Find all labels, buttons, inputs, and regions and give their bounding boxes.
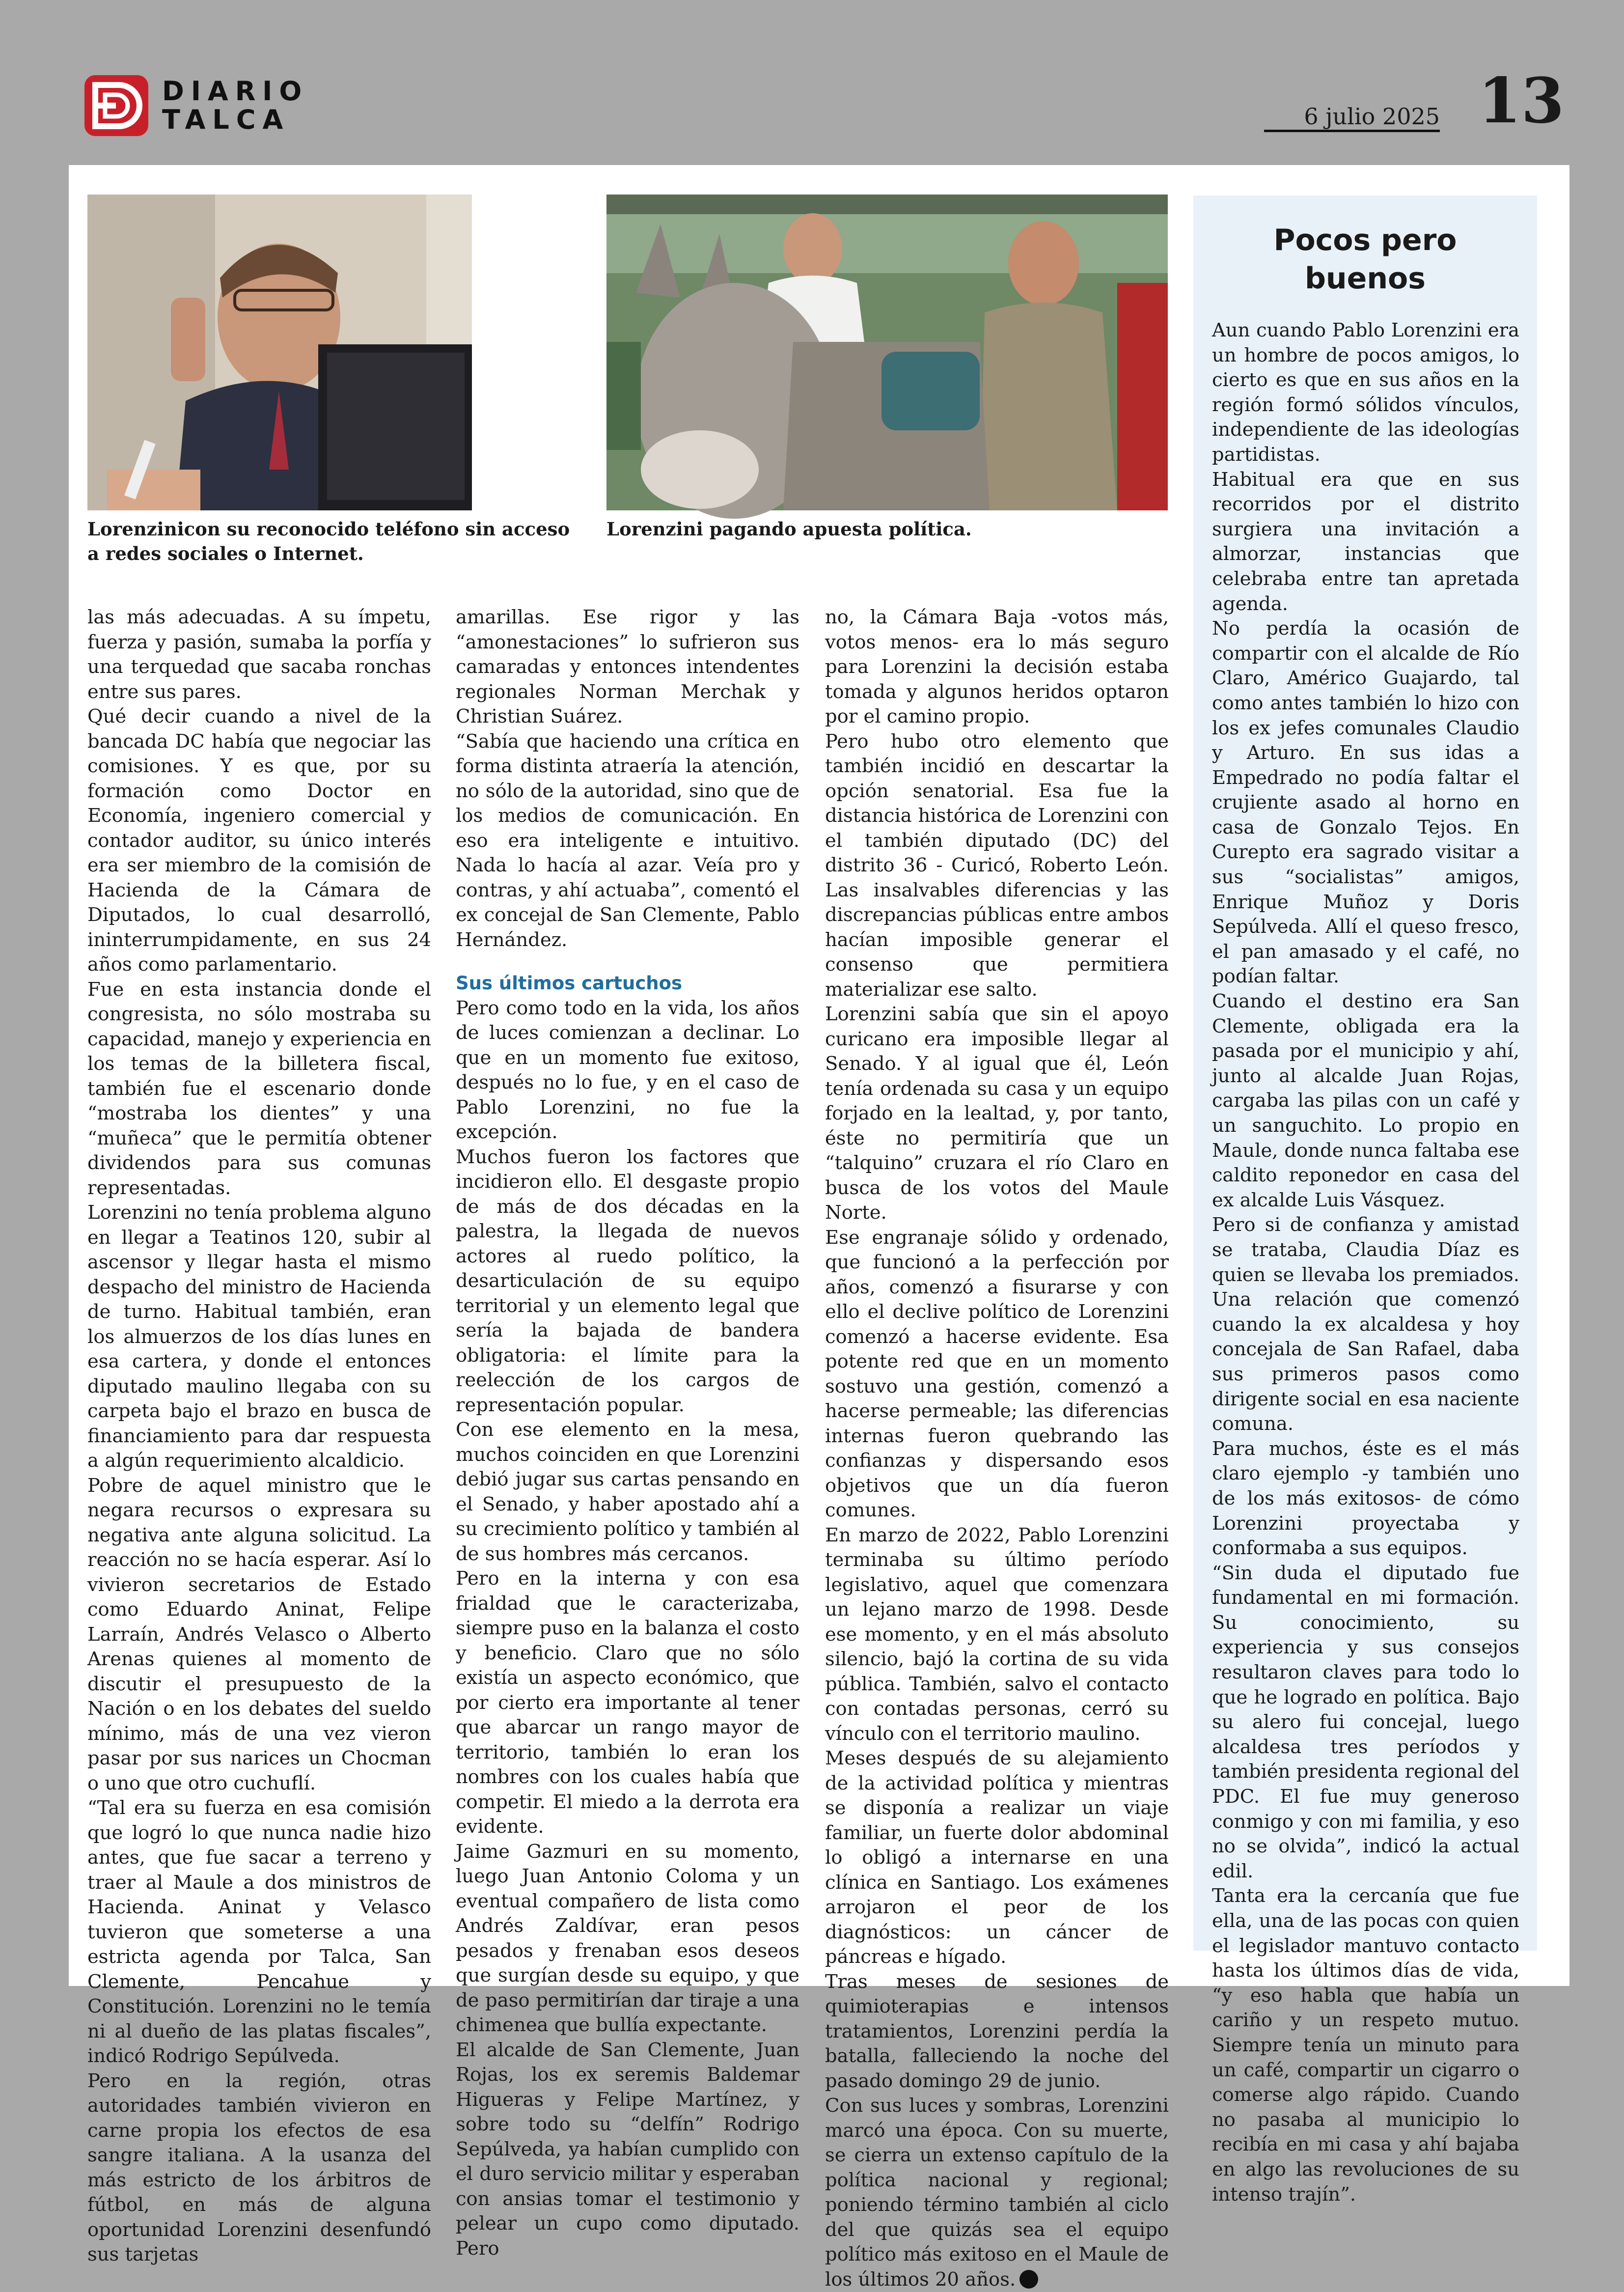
paragraph: Pero en la interna y con esa frialdad que le caracterizaba, siempre puso en la balanza el costo y beneficio. Claro que no sólo existía un aspecto económico, que por cierto era importante al tener que abarcar un rango mayor de territorio, también lo eran los nombres con los cuales había que competir. El miedo a la derrota era evidente. (456, 1567, 799, 1838)
paragraph: En marzo de 2022, Pablo Lorenzini terminaba su último período legislativo, aquel que comenzara un lejano marzo de 1998. Desde ese momento, y en el más absoluto silencio, bajó la cortina de su vida pública. También, salvo el contacto con contadas personas, cerró su vínculo con el territorio maulino. (825, 1524, 1169, 1745)
masthead (84, 74, 308, 138)
paragraph: Ese engranaje sólido y ordenado, que funcionó a la perfección por años, comenzó a fisurarse y con ello el declive político de Lorenzini comenzó a hacerse evidente. Esa potente red que en un momento sostuvo una gestión, comenzó a hacerse permeable; las diferencias internas fueron quebrando las confianzas y dispersando esos objetivos que un día fueron comunes. (825, 1226, 1169, 1521)
section-subhead: Sus últimos cartuchos (456, 973, 683, 994)
page-number: 13 (1478, 64, 1565, 137)
paragraph: Muchos fueron los factores que incidieron ello. El desgaste propio de más de dos décadas en la palestra, la llegada de nuevos actores al ruedo político, la desarticulación de su equipo territorial y un elemento legal que sería la bajada de bandera obligatoria: el límite para la reelección de los cargos de representación popular. (456, 1146, 799, 1416)
man-with-donkey-photo (606, 195, 1168, 510)
sidebar-title-line2: buenos (1304, 261, 1426, 296)
logo-line1: DIARIO (162, 76, 309, 107)
issue-date: 6 julio 2025 (1264, 101, 1440, 132)
man-on-phone-photo (87, 195, 472, 510)
sidebar-body (1212, 318, 1519, 2207)
paragraph (825, 2094, 1169, 2292)
paragraph: “Sabía que haciendo una crítica en forma distinta atraería la atención, no sólo de la autoridad, sino que de los medios de comunicación. En eso era inteligente e intuitivo. Nada lo hacía al azar. Veía pro y contras, y ahí actuaba”, comentó el ex concejal de San Clemente, Pablo Hernández. (456, 730, 799, 951)
paragraph: El alcalde de San Clemente, Juan Rojas, los ex seremis Baldemar Higueras y Felipe Martínez, y sobre todo su “delfín” Rodrigo Sepúlveda, ya habían cumplido con el duro servicio militar y esperaban con ansias tomar el testimonio y pelear un cupo como diputado. Pero (456, 2039, 799, 2260)
paragraph: las más adecuadas. A su ímpetu, fuerza y pasión, sumaba la porfía y una terquedad que sacaba ronchas entre sus pares. (87, 606, 431, 703)
paragraph: Pero como todo en la vida, los años de luces comienzan a declinar. Lo que en un momento fue exitoso, después no lo fue, y en el caso de Pablo Lorenzini, no fue la excepción. (456, 997, 799, 1143)
sidebar-paragraph: Pero si de confianza y amistad se trataba, Claudia Díaz es quien se llevaba los premiados. Una relación que comenzó cuando la ex alcaldesa y hoy concejala de San Rafael, daba sus primeros pasos como dirigente social en esa naciente comuna. (1212, 1214, 1519, 1435)
sidebar-title-line1: Pocos pero (1273, 223, 1457, 257)
sidebar-paragraph: Para muchos, éste es el más claro ejemplo -y también uno de los más exitosos- de cómo Lorenzini proyectaba y conformaba a sus equipos. (1212, 1437, 1519, 1560)
paragraph: Pero en la región, otras autoridades también vivieron en carne propia los efectos de esa sangre italiana. A la usanza del más estricto de los árbitros de fútbol, en más de alguna oportunidad Lorenzini desenfundó sus tarjetas (87, 2069, 431, 2265)
paragraph: amarillas. Ese rigor y las “amonestaciones” lo sufrieron sus camaradas y entonces intendentes regionales Norman Merchak y Christian Suárez. (456, 606, 799, 727)
paragraph: Con ese elemento en la mesa, muchos coinciden en que Lorenzini debió jugar sus cartas pensando en el Senado, y haber apostado ahí a su crecimiento político y también al de sus hombres más cercanos. (456, 1419, 799, 1565)
paragraph: Pero hubo otro elemento que también incidió en descartar la opción senatorial. Esa fue la distancia histórica de Lorenzini con el también diputado (DC) del distrito 36 - Curicó, Roberto León. Las insalvables diferencias y las discrepancias públicas entre ambos hacían imposible generar el consenso que permitiera materializar ese salto. (825, 730, 1169, 1001)
sidebar-paragraph: “Sin duda el diputado fue fundamental en mi formación. Su conocimiento, su experiencia y sus consejos resultaron claves para todo lo que he logrado en política. Bajo su alero fui concejal, luego alcaldesa tres períodos y también presidenta regional del PDC. El fue muy generoso conmigo y con mi familia, y eso no se olvida”, indicó la actual edil. (1212, 1562, 1519, 1882)
sidebar-paragraph: Cuando el destino era San Clemente, obligada era la pasada por el municipio y ahí, junto al alcalde Juan Rojas, cargaba las pilas con un café y un sanguchito. Lo propio en Maule, donde nunca faltaba ese caldito reponedor en casa del ex alcalde Luis Vásquez. (1212, 990, 1519, 1211)
paragraph: Tras meses de sesiones de quimioterapias e intensos tratamientos, Lorenzini perdía la batalla, falleciendo la noche del pasado domingo 29 de junio. (825, 1970, 1169, 2092)
logo-wordmark (162, 77, 308, 134)
article-column-2 (456, 605, 799, 2261)
paragraph: Meses después de su alejamiento de la actividad política y mientras se disponía a realizar un viaje familiar, un fuerte dolor abdominal lo obligó a internarse en una clínica en Santiago. Los exámenes arrojaron el peor de los diagnósticos: un cáncer de páncreas e hígado. (825, 1747, 1169, 1968)
sidebar-paragraph: Habitual era que en sus recorridos por el distrito surgiera una invitación a almorzar, instancias que celebraba entre tan apretada agenda. (1212, 468, 1519, 615)
end-of-article-icon (1019, 2270, 1038, 2289)
photo-caption-1: Lorenzinicon su reconocido teléfono sin acceso a redes sociales o Internet. (87, 518, 570, 564)
sidebar-paragraph: Aun cuando Pablo Lorenzini era un hombre de pocos amigos, lo cierto es que en sus años en la región formó sólidos vínculos, independiente de las ideologías partidistas. (1212, 319, 1519, 466)
paragraph: Pobre de aquel ministro que le negara recursos o expresara su negativa ante alguna solicitud. La reacción no se hacía esperar. Así lo vivieron secretarios de Estado como Eduardo Aninat, Felipe Larraín, Andrés Velasco o Alberto Arenas quienes al momento de discutir el presupuesto de la Nación o en los debates del sueldo mínimo, más de una vez vieron pasar por sus narices un Chocman o uno que otro cuchuflí. (87, 1474, 431, 1794)
paragraph: Qué decir cuando a nivel de la bancada DC había que negociar las comisiones. Y es que, por su formación como Doctor en Economía, ingeniero comercial y contador auditor, su único interés era ser miembro de la comisión de Hacienda de la Cámara de Diputados, lo cual desarrolló, ininterrumpidamente, en sus 24 años como parlamentario. (87, 705, 431, 976)
sidebar-paragraph: No perdía la ocasión de compartir con el alcalde de Río Claro, Américo Guajardo, tal como antes también lo hizo con los ex jefes comunales Claudio y Arturo. En sus idas a Empedrado no podía faltar el crujiente asado al horno en casa de Gonzalo Tejos. En Curepto era sagrado visitar a sus “socialistas” amigos, Enrique Muñoz y Doris Sepúlveda. Allí el queso fresco, el pan amasado y el café, no podían faltar. (1212, 617, 1519, 988)
diario-talca-logo-icon (84, 75, 148, 136)
paragraph: Lorenzini no tenía problema alguno en llegar a Teatinos 120, subir al ascensor y llegar hasta el mismo despacho del ministro de Hacienda de turno. Habitual también, eran los almuerzos de los días lunes en esa cartera, y donde el entonces diputado maulino llegaba con su carpeta bajo el brazo en busca de financiamiento para dar respuesta a algún requerimiento alcaldicio. (87, 1202, 431, 1472)
paragraph: Jaime Gazmuri en su momento, luego Juan Antonio Coloma y un eventual compañero de lista como Andrés Zaldívar, eran pesos pesados y frenaban esos deseos que surgían desde su equipo, y que de paso permitirían dar tiraje a una chimenea que bullía expectante. (456, 1840, 799, 2036)
logo-line2: TALCA (162, 104, 290, 135)
article-column-3 (825, 605, 1169, 2292)
paragraph: “Tal era su fuerza en esa comisión que logró lo que nunca nadie hizo antes, que fue sacar a terreno y traer al Maule a dos ministros de Hacienda. Aninat y Velasco tuvieron que someterse a una estricta agenda por Talca, San Clemente, Pencahue y Constitución. Lorenzini no le temía ni al dueño de las platas fiscales”, indicó Rodrigo Sepúlveda. (87, 1797, 431, 2067)
sidebar-paragraph: Tanta era la cercanía que fue ella, una de las pocas con quien el legislador mantuvo contacto hasta los últimos días de vida, “y eso habla que había un cariño y un respeto mutuo. Siempre tenía un minuto para un café, compartir un cigarro o comerse algo rápido. Cuando no pasaba al municipio lo recibía en mi casa y ahí bajaba en algo las revoluciones de su intenso trajín”. (1212, 1885, 1519, 2206)
article-column-1 (87, 605, 431, 2267)
paragraph: Lorenzini sabía que sin el apoyo curicano era imposible llegar al Senado. Y al igual que él, León tenía ordenada su casa y un equipo forjado en la lealtad, y, por tanto, éste no permitiría que un “talquino” cruzara el río Claro en busca de los votos del Maule Norte. (825, 1003, 1169, 1224)
photo-caption-2: Lorenzini pagando apuesta política. (606, 518, 972, 540)
sidebar-title (1193, 221, 1537, 298)
paragraph: no, la Cámara Baja -votos más, votos menos- era lo más seguro para Lorenzini la decisión estaba tomada y algunos heridos optaron por el camino propio. (825, 606, 1169, 727)
paragraph: Fue en esta instancia donde el congresista, no sólo mostraba su capacidad, manejo y experiencia en los temas de la billetera fiscal, también fue el escenario donde “mostraba los dientes” y una “muñeca” que le permitía obtener dividendos para sus comunas representadas. (87, 978, 431, 1199)
paragraph-text: Con sus luces y sombras, Lorenzini marcó una época. Con su muerte, se cierra un extenso capítulo de la política nacional y regional; poniendo término también al ciclo del que quizás sea el equipo político más exitoso en el Maule de los últimos 20 años. (825, 2095, 1169, 2291)
